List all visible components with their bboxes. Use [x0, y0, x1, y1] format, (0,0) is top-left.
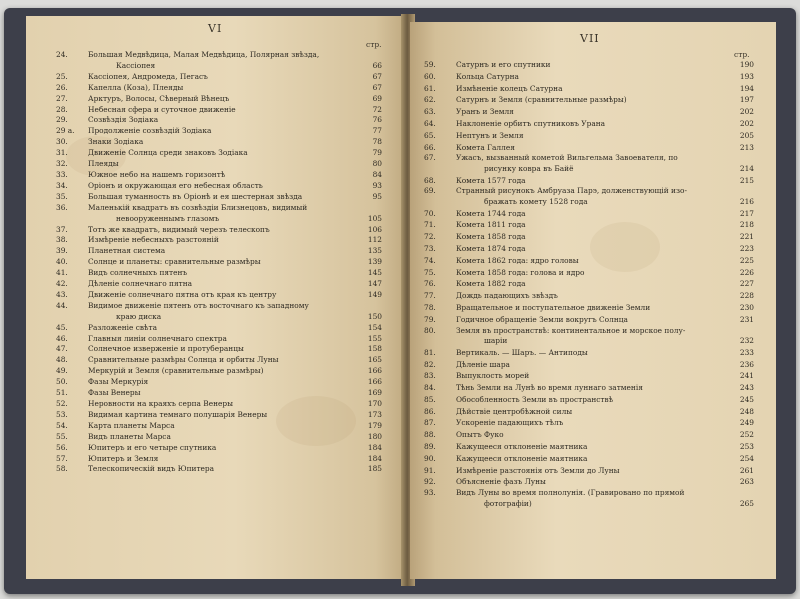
toc-entry-number: 79. — [424, 314, 436, 324]
toc-entry — [56, 366, 382, 377]
toc-entry-number: 54. — [56, 420, 68, 430]
toc-entry-title: Опытъ Фуко — [456, 430, 504, 440]
toc-entry-page: 154 — [367, 322, 382, 332]
toc-entry-number: 76. — [424, 279, 436, 289]
toc-entry-number: 33. — [56, 169, 68, 179]
toc-entry-number: 63. — [424, 107, 436, 117]
toc-entry-page: 213 — [739, 142, 754, 152]
toc-entry-page: 78 — [372, 137, 382, 147]
toc-entry — [424, 453, 754, 465]
toc-entry-title: Видъ планеты Марса — [88, 431, 171, 441]
toc-entry-page: 216 — [739, 196, 754, 206]
toc-entry-number: 25. — [56, 71, 68, 81]
toc-entry-title: Видимая картина темнаго полушарія Венеры — [88, 409, 268, 419]
toc-entry-number: 89. — [424, 442, 436, 452]
toc-entry-number: 72. — [424, 232, 436, 242]
toc-entry — [424, 118, 754, 130]
toc-entry-title: Юпитеръ и его четыре спутника — [88, 442, 217, 452]
toc-entry-title: Видъ солнечныхъ пятенъ — [88, 268, 188, 278]
toc-entry-page: 145 — [367, 268, 382, 278]
toc-entry-title: Небесная сфера и суточное движеніе — [88, 104, 236, 114]
toc-entry-page: 158 — [367, 344, 382, 354]
toc-entry — [56, 71, 382, 83]
toc-entry-title: Уранъ и Земля — [456, 107, 514, 117]
toc-entry-page: 218 — [739, 220, 754, 230]
toc-entry-page: 263 — [739, 477, 754, 487]
toc-entry-title: рисунку ковра въ Байё — [484, 163, 574, 173]
toc-entry-title: краю диска — [116, 311, 162, 321]
toc-entry-number: 81. — [424, 347, 436, 357]
toc-entry-title: Комета Галлея — [456, 142, 515, 152]
toc-entry-number: 62. — [424, 95, 436, 105]
toc-entry-number: 39. — [56, 246, 68, 256]
toc-entry-title: Годичное обращеніе Земли вокругъ Солнца — [456, 314, 628, 324]
toc-entry-number: 29. — [56, 115, 68, 125]
toc-entry — [424, 153, 754, 174]
toc-entry-page: 226 — [739, 267, 754, 277]
toc-entry-title: Вращательное и поступательное движеніе Земли — [456, 302, 651, 312]
toc-entry-title: Кассіопея, Андромеда, Пегасъ — [88, 71, 208, 81]
toc-entry-page: 165 — [367, 355, 382, 365]
toc-entry-page: 197 — [739, 95, 754, 105]
toc-entry-title: Вертикаль. — Шаръ. — Антиподы — [456, 347, 588, 357]
toc-entry-title: Продолженіе созвѣздій Зодіака — [88, 126, 212, 136]
toc-entry-title: Измѣненіе колецъ Сатурна — [456, 83, 563, 93]
toc-entry-number: 51. — [56, 388, 68, 398]
toc-entry-number: 85. — [424, 394, 436, 404]
toc-entry-page: 147 — [367, 279, 382, 289]
table-of-contents-left — [56, 50, 382, 475]
toc-entry-title: Обособленность Земли въ пространствѣ — [456, 394, 614, 404]
toc-entry-page: 231 — [739, 314, 754, 324]
toc-entry — [56, 333, 382, 345]
toc-entry-title: Комета 1744 года — [456, 208, 526, 218]
toc-entry-number: 88. — [424, 430, 436, 440]
toc-entry-title: Дѣленіе солнечнаго пятна — [88, 279, 193, 289]
toc-entry-number: 36. — [56, 202, 68, 212]
toc-entry-number: 67. — [424, 153, 436, 163]
toc-entry-page: 193 — [739, 71, 754, 81]
toc-entry — [424, 476, 754, 488]
toc-entry-title: фотографіи) — [484, 498, 532, 508]
toc-entry — [424, 465, 754, 477]
toc-entry — [424, 59, 754, 71]
toc-entry-title: Большая туманность въ Оріонѣ и ея шестерная звѣзда — [88, 191, 303, 201]
toc-entry-number: 64. — [424, 118, 436, 128]
toc-entry-page: 236 — [739, 359, 754, 369]
toc-entry-number: 71. — [424, 220, 436, 230]
toc-entry-page: 149 — [367, 289, 382, 299]
toc-entry — [424, 83, 754, 95]
toc-entry-page: 105 — [367, 213, 382, 223]
toc-entry-number: 24. — [56, 50, 68, 59]
toc-entry-title: Земля въ пространствѣ: континентальное и морское полу- — [456, 325, 686, 335]
toc-entry — [424, 186, 754, 207]
toc-entry-page: 106 — [367, 224, 382, 234]
toc-entry-page: 185 — [367, 464, 382, 474]
toc-entry-title: Странный рисунокъ Амбруаза Парэ, долженствующій изо- — [456, 186, 687, 196]
toc-entry-title: Солнечное изверженіе и протуберанцы — [88, 344, 244, 354]
toc-entry-number: 77. — [424, 291, 436, 301]
toc-entry — [56, 300, 382, 323]
toc-entry-page: 243 — [739, 383, 754, 393]
right-page — [410, 22, 776, 579]
toc-entry — [56, 453, 382, 465]
toc-entry-title: Кассіопея — [116, 60, 156, 70]
toc-entry-page: 155 — [367, 333, 382, 343]
toc-entry-page: 217 — [739, 208, 754, 218]
toc-entry — [424, 429, 754, 441]
toc-entry — [424, 243, 754, 255]
toc-entry-title: Наклоненіе орбитъ спутниковъ Урана — [456, 118, 606, 128]
toc-entry — [56, 409, 382, 421]
toc-entry-number: 75. — [424, 267, 436, 277]
toc-entry — [56, 377, 382, 388]
toc-entry-page: 93 — [372, 180, 382, 190]
toc-entry-page: 77 — [372, 126, 382, 136]
toc-entry-title: Фазы Венеры — [88, 388, 141, 398]
toc-entry-number: 32. — [56, 159, 68, 169]
toc-entry — [56, 115, 382, 126]
toc-entry — [56, 431, 382, 443]
toc-entry-number: 78. — [424, 302, 436, 312]
toc-entry-page: 194 — [739, 83, 754, 93]
toc-entry — [424, 394, 754, 406]
toc-entry-number: 82. — [424, 359, 436, 369]
toc-entry — [424, 208, 754, 220]
toc-entry-number: 52. — [56, 399, 68, 408]
toc-entry-number: 50. — [56, 377, 68, 387]
toc-entry — [56, 235, 382, 246]
toc-entry-page: 169 — [367, 388, 382, 398]
toc-entry — [424, 71, 754, 83]
toc-entry — [424, 278, 754, 290]
toc-entry-page: 166 — [367, 366, 382, 376]
toc-entry-number: 53. — [56, 409, 68, 419]
toc-entry-number: 60. — [424, 71, 436, 81]
toc-entry-title: Видимое движеніе пятенъ отъ восточнаго къ западному — [88, 300, 309, 310]
toc-entry — [56, 399, 382, 410]
toc-entry-title: Меркурій и Земля (сравнительные размѣры) — [88, 366, 264, 376]
toc-entry-title: Ускореніе падающихъ тѣлъ — [456, 418, 564, 428]
toc-entry — [56, 202, 382, 225]
toc-entry — [424, 290, 754, 302]
toc-entry-title: Телескопическій видъ Юпитера — [88, 464, 215, 474]
toc-entry-number: 48. — [56, 355, 68, 365]
left-page — [26, 16, 406, 579]
toc-entry — [424, 302, 754, 314]
toc-entry — [56, 442, 382, 454]
toc-entry-number: 57. — [56, 453, 68, 463]
toc-entry-title: Сравнительные размѣры Солнца и орбиты Луны — [88, 355, 279, 365]
toc-entry-number: 74. — [424, 255, 436, 265]
toc-entry-title: Юпитеръ и Земля — [88, 453, 159, 463]
toc-entry — [424, 417, 754, 429]
toc-entry — [424, 267, 754, 279]
toc-entry-page: 84 — [372, 169, 382, 179]
toc-entry-number: 91. — [424, 465, 436, 475]
toc-entry-number: 42. — [56, 279, 68, 289]
toc-entry-page: 79 — [372, 148, 382, 158]
toc-entry-title: Арктуръ, Волосы, Сѣверный Вѣнецъ — [88, 93, 230, 103]
toc-entry-number: 44. — [56, 300, 68, 310]
toc-entry — [56, 464, 382, 475]
page-column-header: стр. — [366, 40, 382, 49]
toc-entry-page: 265 — [739, 498, 754, 508]
toc-entry-number: 34. — [56, 180, 68, 190]
toc-entry-title: Тѣнь Земли на Лунѣ во время луннаго затменія — [456, 383, 643, 393]
toc-entry — [56, 420, 382, 432]
toc-entry — [424, 255, 754, 267]
toc-entry — [424, 406, 754, 418]
toc-entry — [56, 191, 382, 203]
toc-entry — [56, 289, 382, 301]
toc-entry-title: Оріонъ и окружающая его небесная область — [88, 180, 263, 190]
toc-entry — [424, 219, 754, 231]
toc-entry-number: 30. — [56, 137, 68, 147]
toc-entry — [56, 388, 382, 399]
toc-entry-title: Видъ Луны во время полнолунія. (Гравировано по прямой — [456, 488, 685, 498]
toc-entry — [424, 347, 754, 359]
toc-entry-title: Комета 1858 года — [456, 232, 526, 242]
toc-entry-number: 68. — [424, 175, 436, 185]
toc-entry-page: 184 — [367, 453, 382, 463]
toc-entry — [56, 268, 382, 279]
toc-entry-title: Планетная система — [88, 246, 166, 256]
toc-entry-page: 245 — [739, 394, 754, 404]
toc-entry-page: 225 — [739, 255, 754, 265]
toc-entry-number: 35. — [56, 191, 68, 201]
toc-entry-page: 249 — [739, 418, 754, 428]
toc-entry-title: Сатурнъ и его спутники — [456, 60, 551, 69]
toc-entry-page: 112 — [367, 235, 382, 245]
toc-entry — [424, 231, 754, 243]
toc-entry-number: 55. — [56, 431, 68, 441]
toc-entry — [56, 180, 382, 192]
toc-entry-number: 83. — [424, 371, 436, 381]
toc-entry-number: 69. — [424, 186, 436, 196]
toc-entry-page: 228 — [739, 291, 754, 301]
toc-entry-page: 254 — [739, 453, 754, 463]
toc-entry — [56, 126, 382, 137]
toc-entry-title: Измѣреніе разстоянія отъ Земли до Луны — [456, 465, 620, 475]
toc-entry-number: 29 а. — [56, 126, 75, 136]
toc-entry-page: 173 — [367, 409, 382, 419]
toc-entry — [56, 159, 382, 170]
toc-entry-page: 69 — [372, 93, 382, 103]
toc-entry — [56, 104, 382, 116]
toc-entry-title: Движеніе солнечнаго пятна отъ края къ центру — [88, 289, 277, 299]
toc-entry-page: 233 — [739, 347, 754, 357]
toc-entry — [56, 50, 382, 72]
toc-entry-title: Неровности на краяхъ серпа Венеры — [88, 399, 234, 408]
toc-entry-number: 70. — [424, 208, 436, 218]
toc-entry-number: 61. — [424, 83, 436, 93]
toc-entry-title: Капелла (Коза), Плеяды — [88, 82, 184, 92]
toc-entry-title: Фазы Меркурія — [88, 377, 149, 387]
toc-entry-title: бражать комету 1528 года — [484, 196, 588, 206]
toc-entry-number: 84. — [424, 383, 436, 393]
toc-entry-number: 58. — [56, 464, 68, 474]
toc-entry-title: Сатурнъ и Земля (сравнительные размѣры) — [456, 95, 627, 105]
toc-entry-title: Ужасъ, вызванный кометой Вильгельма Завоевателя, по — [456, 153, 678, 163]
toc-entry — [424, 325, 754, 347]
toc-entry-number: 65. — [424, 130, 436, 140]
toc-entry-number: 80. — [424, 325, 436, 335]
toc-entry-page: 150 — [367, 311, 382, 321]
toc-entry-number: 38. — [56, 235, 68, 245]
toc-entry — [56, 344, 382, 355]
toc-entry-page: 223 — [739, 243, 754, 253]
toc-entry-page: 227 — [739, 279, 754, 289]
toc-entry-number: 37. — [56, 224, 68, 234]
toc-entry-page: 215 — [739, 175, 754, 185]
toc-entry-number: 31. — [56, 148, 68, 158]
toc-entry — [56, 169, 382, 181]
toc-entry-title: Солнце и планеты: сравнительные размѣры — [88, 257, 261, 267]
toc-entry-title: Движеніе Солнца среди знаковъ Зодіака — [88, 148, 248, 158]
toc-entry — [424, 314, 754, 326]
toc-entry-title: Нептунъ и Земля — [456, 130, 524, 140]
toc-entry-page: 72 — [372, 104, 382, 114]
toc-entry-page: 248 — [739, 406, 754, 416]
toc-entry-number: 59. — [424, 60, 436, 69]
toc-entry — [56, 137, 382, 148]
toc-entry-page: 139 — [367, 257, 382, 267]
toc-entry-page: 76 — [372, 115, 382, 125]
toc-entry-number: 43. — [56, 289, 68, 299]
toc-entry-page: 170 — [367, 399, 382, 408]
toc-entry-page: 179 — [367, 420, 382, 430]
toc-entry-number: 86. — [424, 406, 436, 416]
toc-entry — [424, 94, 754, 106]
toc-entry-page: 184 — [367, 442, 382, 452]
toc-entry-page: 252 — [739, 430, 754, 440]
toc-entry-title: Объясненіе фазъ Луны — [456, 477, 546, 487]
toc-entry-title: Маленькій квадратъ въ созвѣздіи Близнецовъ, видимый — [88, 202, 308, 212]
toc-entry-title: Комета 1858 года: голова и ядро — [456, 267, 585, 277]
toc-entry-title: Комета 1882 года — [456, 279, 526, 289]
toc-entry-page: 80 — [372, 159, 382, 169]
toc-entry-page: 232 — [739, 336, 754, 346]
toc-entry-page: 180 — [367, 431, 382, 441]
toc-entry — [424, 488, 754, 509]
toc-entry-page: 214 — [739, 163, 754, 173]
toc-entry — [424, 142, 754, 154]
toc-entry-page: 166 — [367, 377, 382, 387]
toc-entry — [424, 382, 754, 394]
toc-entry-title: Кольца Сатурна — [456, 71, 519, 81]
toc-entry-title: шаріи — [484, 336, 508, 346]
toc-entry-number: 73. — [424, 243, 436, 253]
toc-entry-page: 241 — [739, 371, 754, 381]
toc-entry — [56, 246, 382, 257]
toc-entry — [56, 82, 382, 94]
toc-entry-number: 87. — [424, 418, 436, 428]
toc-entry-title: невооруженнымъ глазомъ — [116, 213, 220, 223]
toc-entry-number: 49. — [56, 366, 68, 376]
toc-entry-title: Разложеніе свѣта — [88, 322, 157, 332]
toc-entry-page: 67 — [372, 71, 382, 81]
toc-entry-page: 253 — [739, 442, 754, 452]
toc-entry — [56, 279, 382, 290]
toc-entry-number: 47. — [56, 344, 68, 354]
toc-entry-title: Дѣйствіе центробѣжной силы — [456, 406, 573, 416]
toc-entry-number: 40. — [56, 257, 68, 267]
toc-entry-title: Карта планеты Марса — [88, 420, 175, 430]
page-number: VII — [580, 32, 600, 45]
toc-entry-title: Комета 1862 года: ядро головы — [456, 255, 579, 265]
toc-entry — [56, 148, 382, 159]
toc-entry-title: Дѣленіе шара — [456, 359, 510, 369]
toc-entry-number: 28. — [56, 104, 68, 114]
toc-entry-number: 26. — [56, 82, 68, 92]
toc-entry-page: 230 — [739, 302, 754, 312]
toc-entry-title: Кажущееся отклоненіе маятника — [456, 442, 588, 452]
toc-entry-page: 135 — [367, 246, 382, 256]
toc-entry-number: 27. — [56, 93, 68, 103]
table-of-contents-right — [424, 59, 754, 509]
toc-entry-title: Выпуклость морей — [456, 371, 530, 381]
toc-entry-page: 205 — [739, 130, 754, 140]
toc-entry — [424, 370, 754, 382]
toc-entry-title: Большая Медвѣдица, Малая Медвѣдица, Полярная звѣзда, — [88, 50, 320, 59]
toc-entry-title: Комета 1874 года — [456, 243, 526, 253]
toc-entry-page: 66 — [372, 60, 382, 70]
toc-entry-page: 221 — [739, 232, 754, 242]
toc-entry-title: Знаки Зодіака — [88, 137, 144, 147]
toc-entry-page: 95 — [372, 191, 382, 201]
toc-entry-title: Комета 1811 года — [456, 220, 526, 230]
toc-entry-number: 56. — [56, 442, 68, 452]
toc-entry-page: 67 — [372, 82, 382, 92]
toc-entry-number: 90. — [424, 453, 436, 463]
page-number: VI — [208, 22, 223, 35]
toc-entry — [56, 322, 382, 334]
toc-entry-title: Комета 1577 года — [456, 175, 526, 185]
toc-entry-title: Южное небо на нашемъ горизонтѣ — [88, 169, 226, 179]
toc-entry — [424, 359, 754, 371]
toc-entry-number: 93. — [424, 488, 436, 498]
toc-entry-title: Созвѣздія Зодіака — [88, 115, 159, 125]
toc-entry-number: 41. — [56, 268, 68, 278]
toc-entry-title: Главныя линіи солнечнаго спектра — [88, 333, 227, 343]
toc-entry-page: 202 — [739, 118, 754, 128]
toc-entry — [424, 106, 754, 118]
toc-entry — [56, 257, 382, 268]
toc-entry-title: Измѣреніе небесныхъ разстояній — [88, 235, 219, 245]
toc-entry-number: 45. — [56, 322, 68, 332]
toc-entry-title: Тотъ же квадратъ, видимый черезъ телескопъ — [88, 224, 270, 234]
toc-entry — [56, 93, 382, 105]
page-column-header: стр. — [734, 50, 750, 59]
toc-entry-title: Плеяды — [88, 159, 119, 169]
toc-entry — [424, 175, 754, 187]
toc-entry-title: Кажущееся отклоненіе маятника — [456, 453, 588, 463]
toc-entry — [424, 441, 754, 453]
toc-entry-number: 92. — [424, 477, 436, 487]
toc-entry-page: 190 — [739, 60, 754, 69]
toc-entry-page: 202 — [739, 107, 754, 117]
toc-entry — [56, 224, 382, 236]
toc-entry — [424, 130, 754, 142]
toc-entry-page: 261 — [739, 465, 754, 475]
toc-entry-number: 46. — [56, 333, 68, 343]
toc-entry-title: Дождь падающихъ звѣздъ — [456, 291, 558, 301]
toc-entry-number: 66. — [424, 142, 436, 152]
toc-entry — [56, 355, 382, 366]
